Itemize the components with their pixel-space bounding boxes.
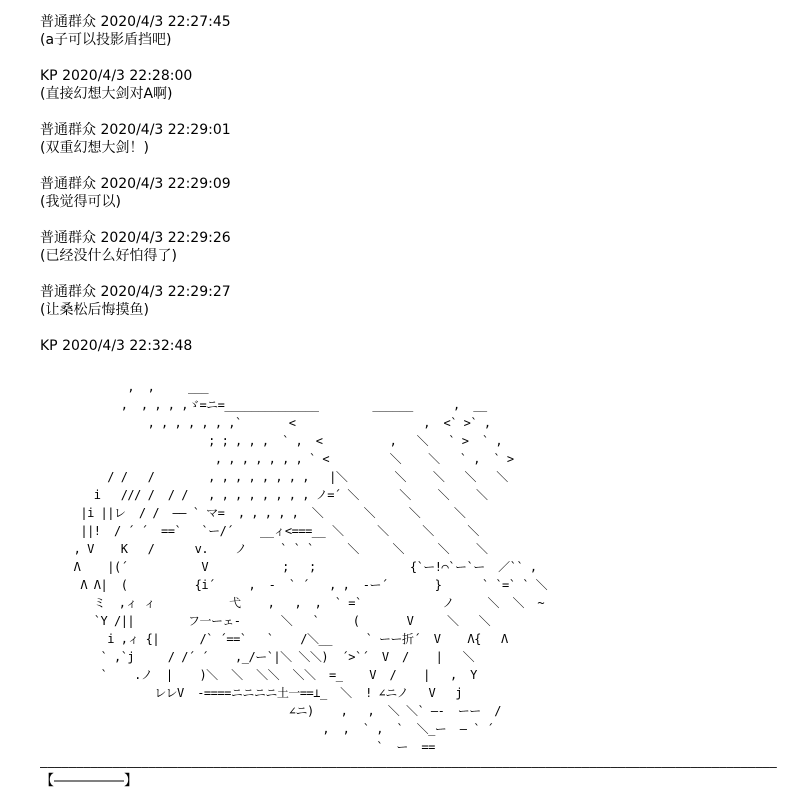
message-header: KP 2020/4/3 22:28:00	[40, 68, 193, 84]
chat-log	[40, 13, 780, 373]
chat-message	[40, 175, 780, 211]
chat-message	[40, 13, 780, 49]
divider-line: ――――――――――――――――――――――――――――――――――――――――――――――――――――――――――――――――――――――――――――――――――――――――――――――――――――――	[40, 760, 777, 774]
chat-message	[40, 121, 780, 157]
message-text: (我觉得可以)	[40, 194, 121, 210]
chat-message	[40, 337, 780, 355]
ascii-art-dragon: , , ___ , , , , ,ゞ=ニ=______________ ______ , __ , , , , , , ,` < , <` >` , ; ; , , , ` , < , ＼ ` > ` , , , , , , , , ` < ＼ ＼ ` , ` > / / / , , , , , , , , |＼ ＼ ＼ ＼ ＼ i /// / / / , , , , , , , , ノ=´ ＼ ＼ ＼ ＼ |i ||レ / / ―― ` マ= , , , , , ＼ ＼ ＼ ＼ ||! / ´ ´ ==` `ー/´ __ィ<===__ ＼ ＼ ＼ ＼ , V K / v. ノ ` ` ` ＼ ＼ ＼ ＼ Λ |(´ V ; ; {`ー!⌒`ー`ー ／`` , Λ Λ| ( {i´ , - ` ´ , , -ー´ } ` `=` ` ＼ ミ ,ィ ィ 弋 , , , ` =` ノ ＼ ＼ ~ `Y /|| フ一ーェ- ＼ ` ( V ＼ ＼ i ,ィ {| /` ´==` ` /＼__ ` ーー折´ V Λ{ Λ ` ,`j / /´ ´ ,_/ー`|＼ ＼＼) ´>`´ V / | ＼ ` .ノ | )＼ ＼ ＼＼ ＼＼ =_ V / | , Y レレV -====ニニニニ土一==⊥_ ＼ ! ∠ニノ V j ∠ニ) , , ＼ ＼` ―- ーー / , , ` , ` ＼_ー ― ` ´ ` ー ==	[73, 380, 548, 754]
message-header: KP 2020/4/3 22:32:48	[40, 338, 193, 354]
message-text: (已经没什么好怕得了)	[40, 248, 177, 264]
chat-message	[40, 229, 780, 265]
message-header: 普通群众 2020/4/3 22:29:27	[40, 284, 231, 300]
message-text: (直接幻想大剑对A啊)	[40, 86, 173, 102]
message-text: (双重幻想大剑！)	[40, 140, 149, 156]
message-text: (让桑松后悔摸鱼)	[40, 302, 149, 318]
chat-message	[40, 67, 780, 103]
footer-bracket: 【―――――】	[40, 773, 138, 789]
message-header: 普通群众 2020/4/3 22:29:01	[40, 122, 231, 138]
message-header: 普通群众 2020/4/3 22:29:09	[40, 176, 231, 192]
message-text: (a子可以投影盾挡吧)	[40, 32, 172, 48]
message-header: 普通群众 2020/4/3 22:29:26	[40, 230, 231, 246]
chat-message	[40, 283, 780, 319]
message-header: 普通群众 2020/4/3 22:27:45	[40, 14, 231, 30]
